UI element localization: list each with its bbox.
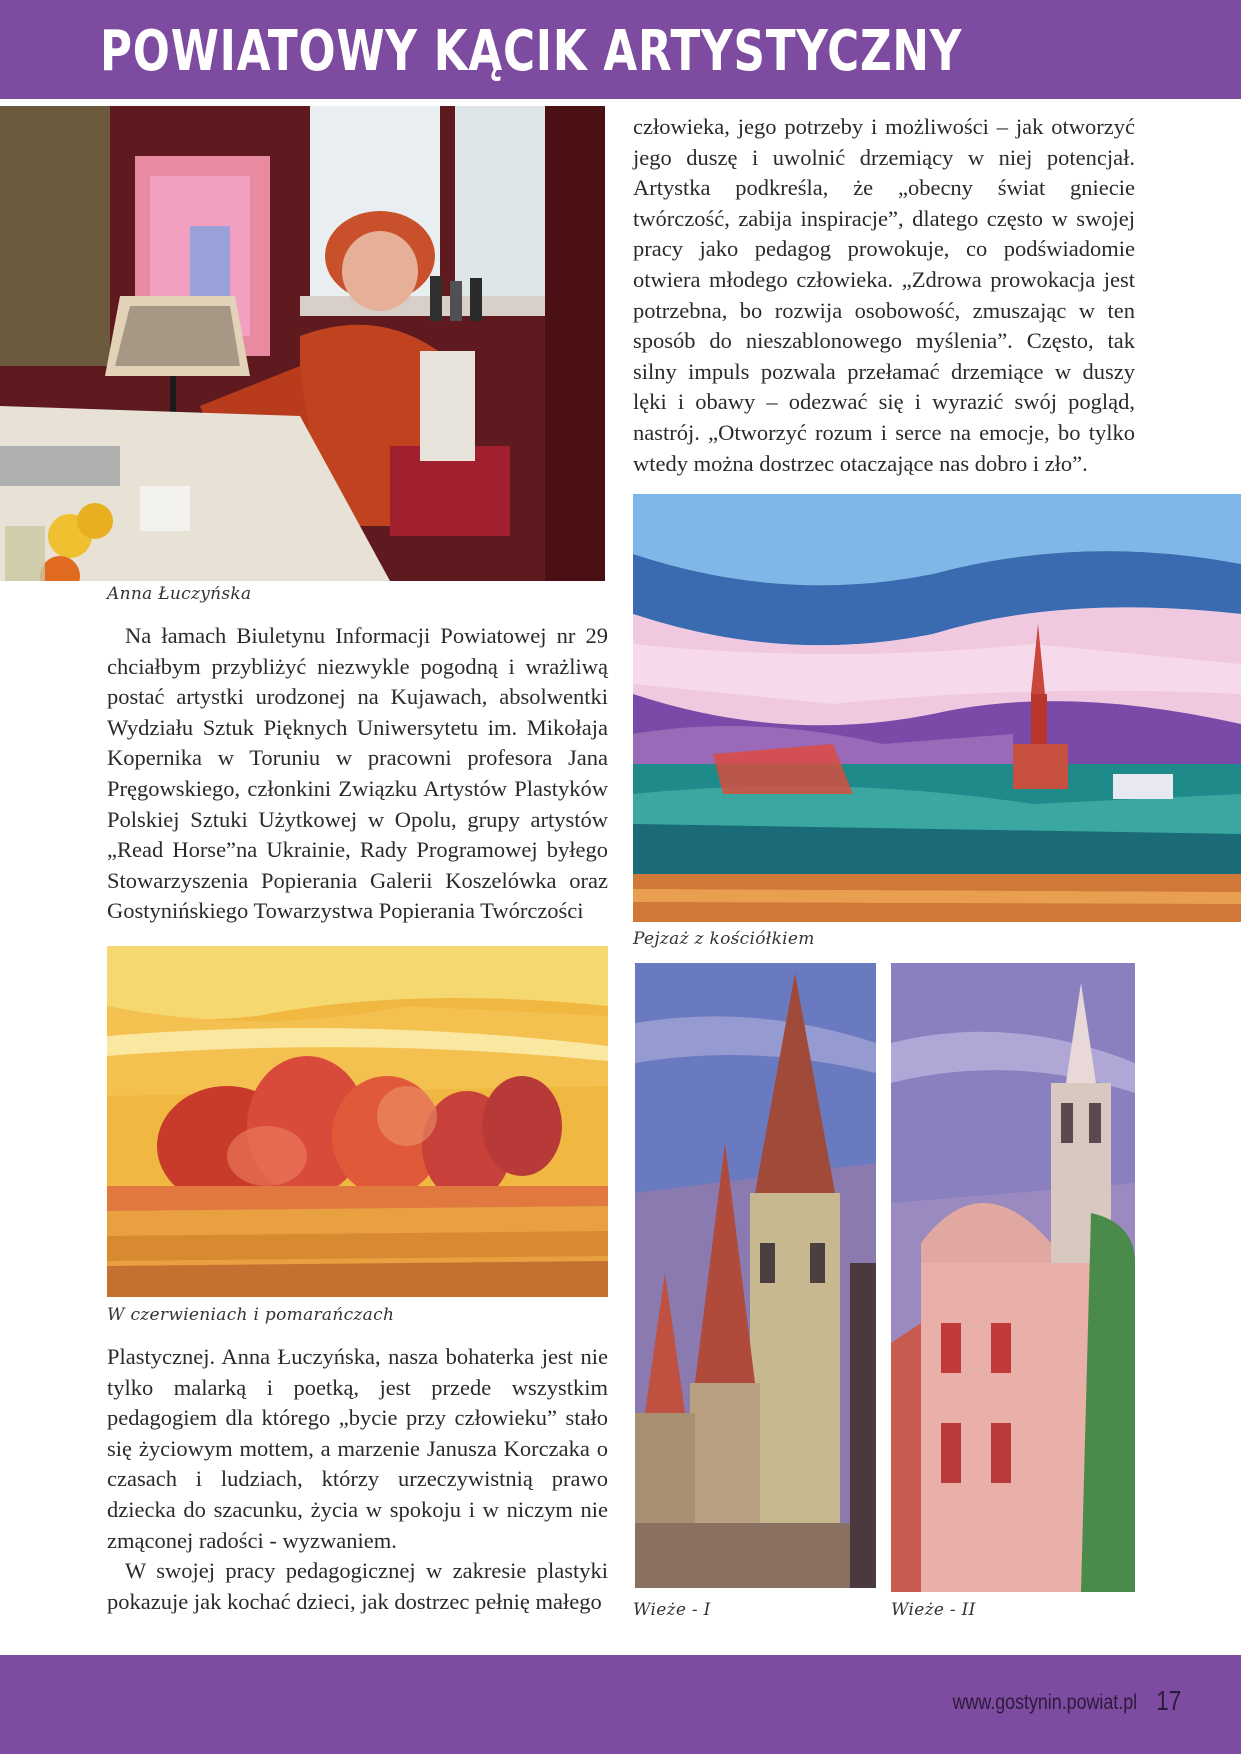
paragraph: W swojej pracy pedagogicznej w zakresie plastyki pokazuje jak kochać dzieci, jak dostrzec pełnię małego [107,1558,608,1614]
header-band [0,0,1241,99]
article-text-right-top [633,112,1135,479]
caption-towers-1: Wieże - I [633,1600,711,1620]
article-text-left-continued [107,1342,608,1617]
page-number: 17 [1156,1685,1181,1716]
paragraph: Na łamach Biuletynu Informacji Powiatowej nr 29 chciałbym przybliżyć niezwykle pogodną i wrażliwą postać artystki urodzonej na Kujawach, absolwentki Wydziału Sztuk Pięknych Uniwersytetu im. Mikołaja Kopernika w Toruniu w pracowni profesora Jana Pręgowskiego, członkini Związku Artystów Plastyków Polskiej Sztuki Użytkowej w Opolu, grupy artystów „Read Horse”na Ukrainie, Rady Programowej byłego Stowarzyszenia Popierania Galerii Koszelówka oraz Gostynińskiego Towarzystwa Popierania Twórczości [107,623,608,924]
artist-portrait-photo [0,106,605,581]
caption-towers-2: Wieże - II [891,1600,976,1620]
caption-red-trees: W czerwieniach i pomarańczach [107,1305,395,1325]
painting-towers-1 [635,963,876,1588]
footer-band [0,1655,1241,1754]
paragraph: Plastycznej. Anna Łuczyńska, nasza bohaterka jest nie tylko malarką i poetką, jest przede wszystkim pedagogiem dla którego „bycie przy człowieku” stało się życiowym mottem, a marzenie Janusza Korczaka o czasach i ludziach, którzy urzeczywistnią prawo dziecka do szacunku, życia w spokoju i w niczym nie zmąconej radości - wyzwaniem. [107,1344,608,1553]
painting-towers-2 [891,963,1135,1592]
painting-red-trees [107,946,608,1297]
footer-website-link[interactable]: www.gostynin.powiat.pl [952,1691,1137,1714]
caption-landscape-church: Pejzaż z kościółkiem [633,929,815,949]
caption-portrait: Anna Łuczyńska [107,584,252,604]
paragraph: człowieka, jego potrzeby i możliwości – jak otworzyć jego duszę i uwolnić drzemiący w niej potencjał. Artystka podkreśla, że „obecny świat gniecie twórczość, zabija inspiracje”, dlatego często w swojej pracy jako pedagog prowokuje, co podświadomie otwiera młodego człowieka. „Zdrowa prowokacja jest potrzebna, bo rozwija osobowość, zmuszając w ten sposób do nieszablonowego myślenia”. Często, tak silny impuls pozwala przełamać drzemiące w duszy lęki i obawy – odezwać się i wyrazić swój pogląd, nastrój. „Otworzyć rozum i serce na emocje, bo tylko wtedy można dostrzec otaczające nas dobro i zło”. [633,114,1135,476]
article-text-left-intro [107,621,608,927]
painting-landscape-church [633,494,1241,922]
page-title: POWIATOWY KĄCIK ARTYSTYCZNY [100,19,963,84]
